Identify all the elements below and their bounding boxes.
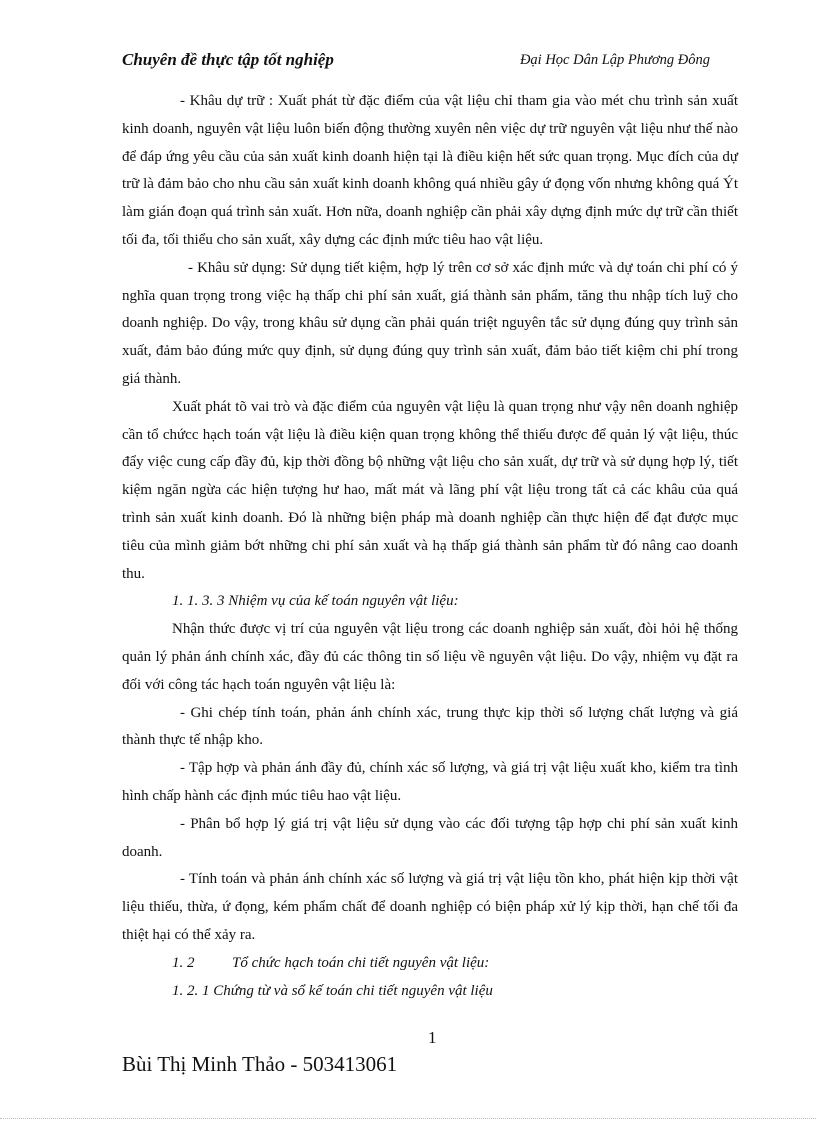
page-body bbox=[122, 88, 738, 1005]
paragraph-usage: - Khâu sử dụng: Sử dụng tiết kiệm, hợp lý trên cơ sở xác định mức và dự toán chi phí có ý nghĩa quan trọng trong việc hạ thấp chi phí sản xuất, giá thành sản phẩm, tăng thu nhập tích luỹ cho doanh nghiệp. Do vậy, trong khâu sử dụng cần phải quán triệt nguyên tắc sử dụng đúng quy trình sản xuất, đảm bảo đúng mức quy định, sử dụng đúng quy trình sản xuất, đảm bảo tiết kiệm chi phí trong giá thành. bbox=[122, 259, 738, 387]
header-school: Đại Học Dân Lập Phương Đông bbox=[519, 52, 710, 68]
paragraph-task-4: - Tính toán và phản ánh chính xác số lượng và giá trị vật liệu tồn kho, phát hiện kịp thời vật liệu thiếu, thừa, ứ đọng, kém phẩm chất để doanh nghiệp có biện pháp xử lý kịp thời, hạn chế tối đa thiệt hại có thể xảy ra. bbox=[122, 871, 738, 943]
header-title: Chuyên đề thực tập tốt nghiệp bbox=[122, 50, 334, 69]
paragraph-role: Xuất phát tõ vai trò và đặc điểm của nguyên vật liệu là quan trọng như vậy nên doanh nghiệp cần tổ chứcc hạch toán vật liệu là điều kiện quan trọng không thể thiếu được để quản lý vật liệu, thúc đẩy việc cung cấp đầy đủ, kịp thời đồng bộ những vật liệu cho sản xuất, dự trữ và sử dụng hợp lý, tiết kiệm ngăn ngừa các hiện tượng hư hao, mất mát và lãng phí vật liệu trong tất cả các khâu của quá trình sản xuất kinh doanh. Đó là những biện pháp mà doanh nghiệp cần thực hiện để đạt được mục tiêu của mình giảm bớt những chi phí sản xuất và hạ thấp giá thành sản phẩm từ đó nâng cao doanh thu. bbox=[122, 398, 738, 582]
heading-section-1-2 bbox=[122, 950, 738, 978]
heading-section-number: 1. 2 bbox=[172, 954, 195, 971]
author-footer: Bùi Thị Minh Thảo - 503413061 bbox=[122, 1052, 398, 1076]
paragraph-awareness: Nhận thức được vị trí của nguyên vật liệu trong các doanh nghiệp sản xuất, đòi hỏi hệ thống quản lý phản ánh chính xác, đầy đủ các thông tin số liệu về nguyên vật liệu. Do vậy, nhiệm vụ đặt ra đối với công tác hạch toán nguyên vật liệu là: bbox=[122, 621, 738, 693]
page-header bbox=[122, 50, 710, 72]
page-number: 1 bbox=[428, 1028, 437, 1047]
paragraph-task-2: - Tập hợp và phản ánh đầy đủ, chính xác số lượng, và giá trị vật liệu xuất kho, kiểm tra tình hình chấp hành các định múc tiêu hao vật liệu. bbox=[122, 760, 738, 804]
page-divider bbox=[0, 1118, 816, 1119]
heading-tasks: 1. 1. 3. 3 Nhiệm vụ của kế toán nguyên vật liệu: bbox=[172, 593, 459, 610]
heading-section-1-2-1: 1. 2. 1 Chứng từ và sổ kế toán chi tiết nguyên vật liệu bbox=[172, 982, 493, 999]
paragraph-task-1: - Ghi chép tính toán, phản ánh chính xác, trung thực kịp thời số lượng chất lượng và giá thành thực tế nhập kho. bbox=[122, 704, 738, 749]
paragraph-storage: - Khâu dự trữ : Xuất phát từ đặc điểm của vật liệu chỉ tham gia vào mét chu trình sản xuất kinh doanh, nguyên vật liệu luôn biến động thường xuyên nên việc dự trữ nguyên vật liệu như thế nào để đáp ứng yêu cầu của sản xuất kinh doanh hiện tại là điều kiện hết sức quan trọng. Mục đích của dự trữ là đảm bảo cho nhu cầu sản xuất kinh doanh không quá nhiều gây ứ đọng vốn nhưng không quá Ýt làm gián đoạn quá trình sản xuất. Hơn nữa, doanh nghiệp cần phải xây dựng định mức dự trữ cần thiết tối đa, tối thiểu cho sản xuất, xây dựng các định mức tiêu hao vật liệu. bbox=[122, 93, 738, 248]
heading-section-text: Tổ chức hạch toán chi tiết nguyên vật liệu: bbox=[232, 954, 490, 971]
paragraph-task-3: - Phân bổ hợp lý giá trị vật liệu sử dụng vào các đối tượng tập hợp chi phí sản xuất kinh doanh. bbox=[122, 815, 738, 860]
